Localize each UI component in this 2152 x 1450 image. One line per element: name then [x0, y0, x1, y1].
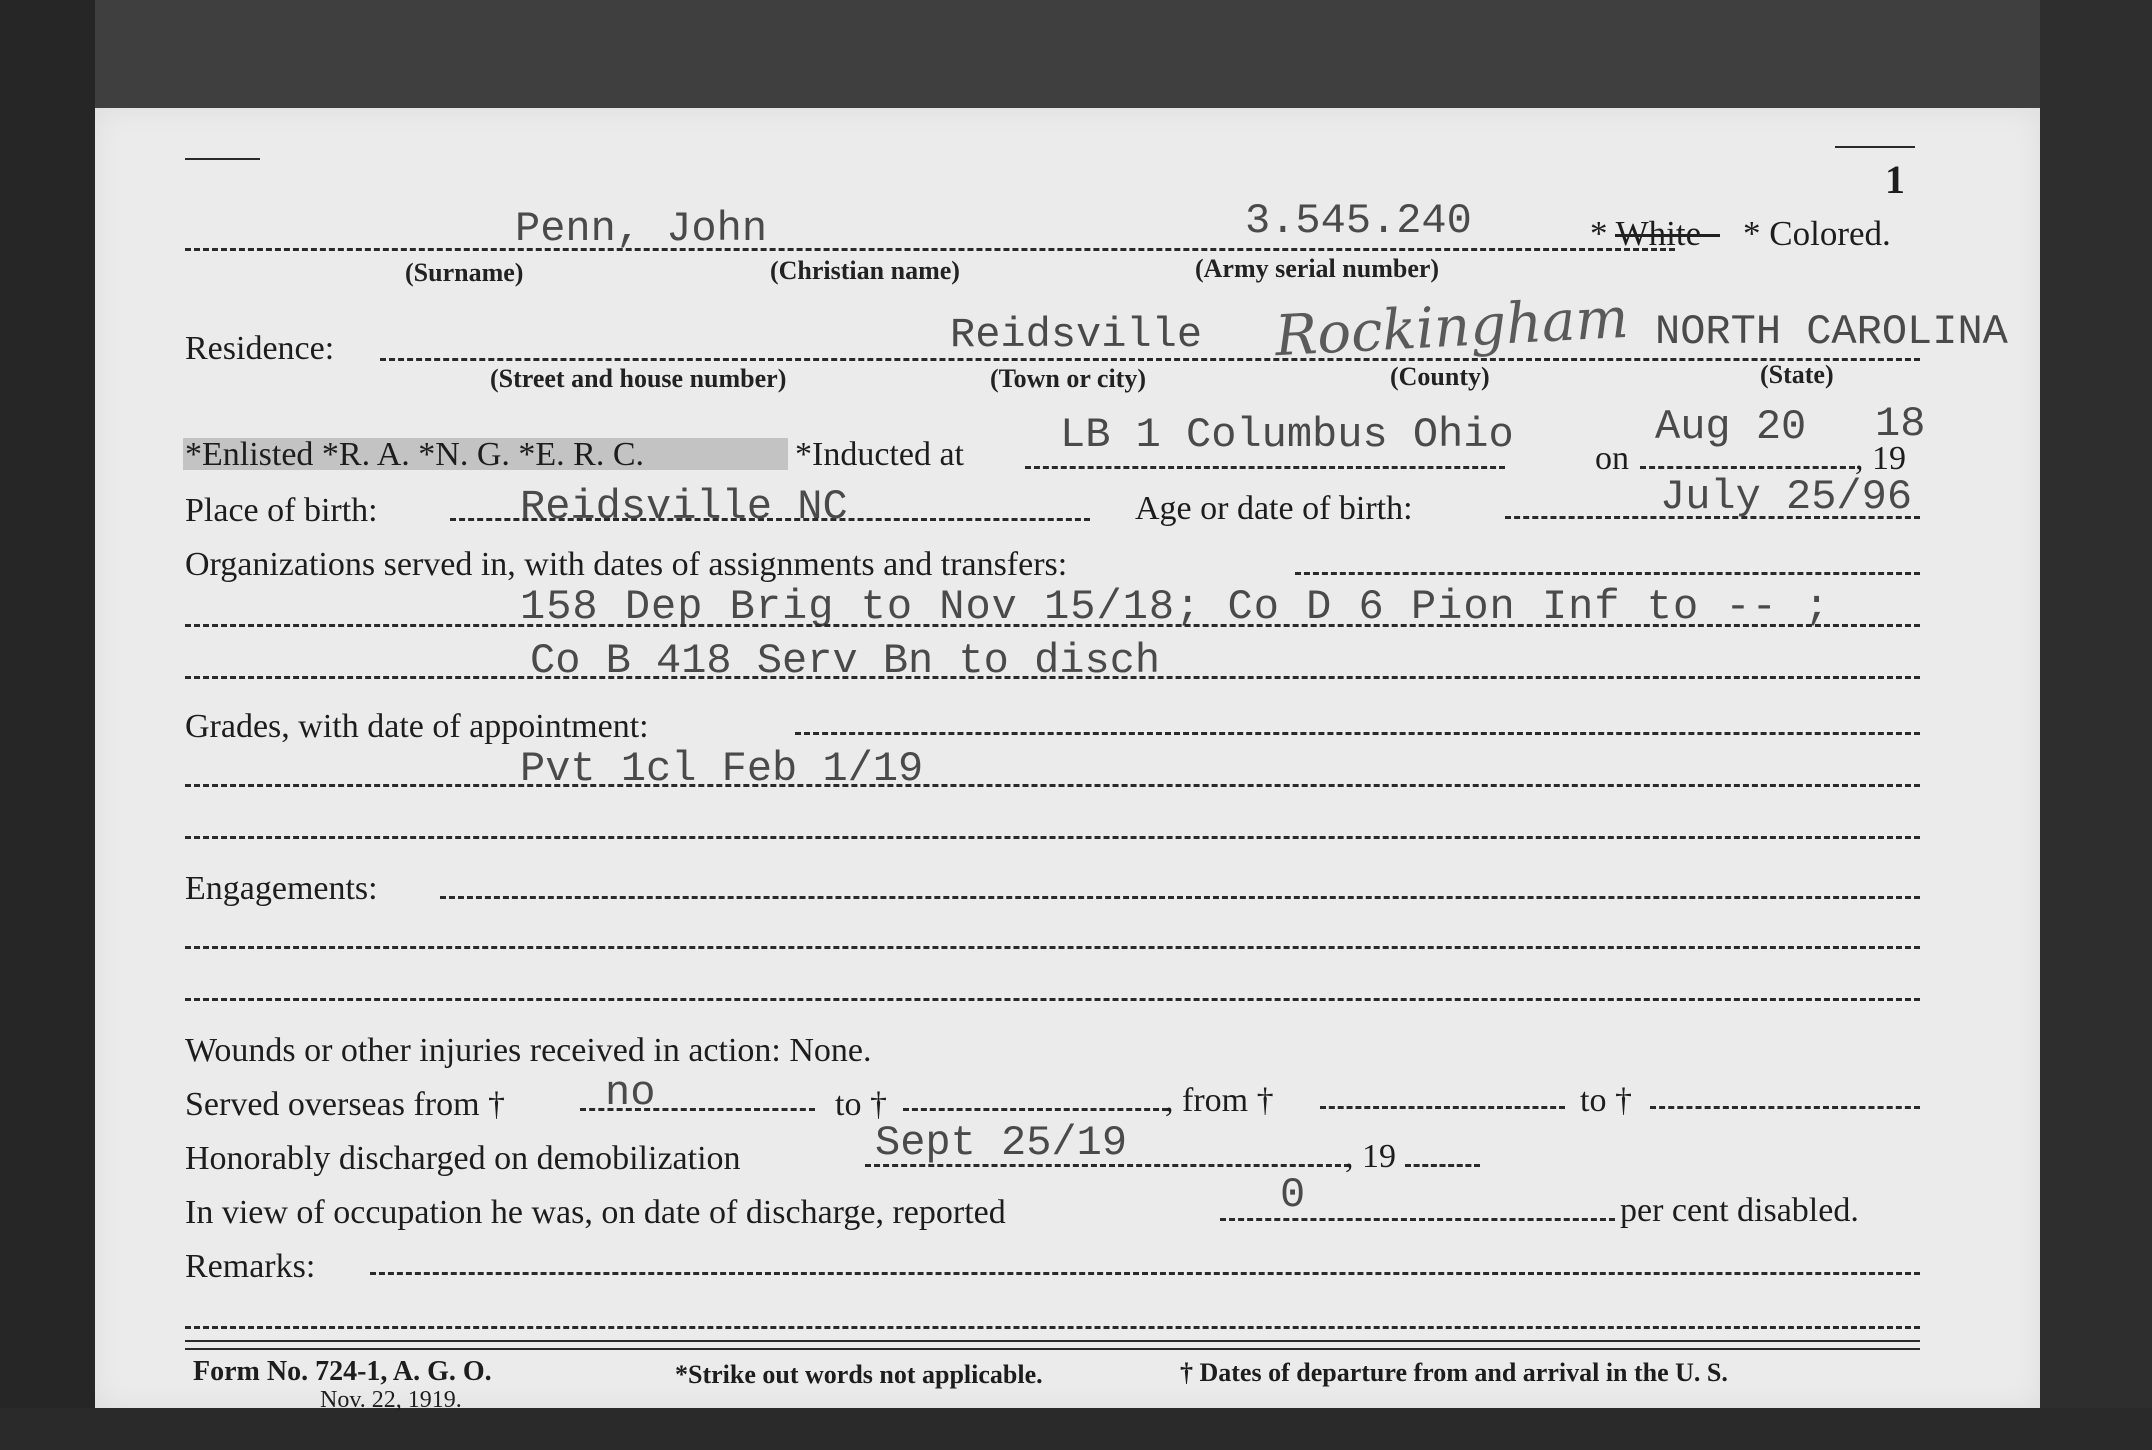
residence-state: NORTH CAROLINA [1655, 308, 2008, 356]
organizations-line-0 [1295, 572, 1920, 575]
organizations-line2: Co B 418 Serv Bn to disch [530, 637, 1161, 685]
residence-county: Rockingham [1273, 285, 1630, 370]
discharged-date: Sept 25/19 [875, 1119, 1128, 1167]
overseas-to-line-2 [1650, 1106, 1920, 1109]
birth-date-label: Age or date of birth: [1135, 490, 1413, 527]
year-prefix: , 19 [1855, 440, 1906, 477]
top-left-rule [185, 158, 260, 160]
race-option-colored: * Colored. [1743, 214, 1891, 253]
footnote-strike: *Strike out words not applicable. [675, 1360, 1043, 1389]
on-label: on [1595, 440, 1629, 477]
discharged-label: Honorably discharged on demobilization [185, 1140, 741, 1177]
engagements-line-0 [440, 896, 1920, 899]
overseas-to-line [903, 1108, 1168, 1111]
inducted-date-line [1640, 466, 1855, 469]
organizations-line1: 158 Dep Brig to Nov 15/18; Co D 6 Pion Inf to -- ; [520, 583, 1831, 631]
overseas-from-line-2 [1320, 1106, 1565, 1109]
serial-number: 3.545.240 [1245, 197, 1472, 245]
soldier-name: Penn, John [515, 205, 768, 253]
top-right-rule [1835, 146, 1915, 148]
service-record-card [95, 108, 2040, 1413]
organizations-line-2 [185, 676, 1920, 679]
bottom-rule-2 [185, 1348, 1920, 1350]
engagements-label: Engagements: [185, 870, 378, 907]
enlisted-options: *Enlisted *R. A. *N. G. *E. R. C. [185, 436, 645, 473]
overseas-from: no [605, 1069, 656, 1117]
residence-town: Reidsville [950, 311, 1203, 359]
background-right [2040, 0, 2152, 1450]
form-date: Nov. 22, 1919. [320, 1387, 462, 1413]
engagements-line-2 [185, 998, 1920, 1001]
white-strikeout [1615, 234, 1720, 237]
birth-date: July 25/96 [1660, 473, 1913, 521]
from-label: , from † [1165, 1082, 1274, 1119]
label-serial: (Army serial number) [1195, 254, 1440, 283]
label-christian-name: (Christian name) [770, 256, 960, 285]
disabled-suffix: per cent disabled. [1620, 1192, 1859, 1229]
to-label-2: to † [1580, 1082, 1632, 1119]
discharged-year-line [1405, 1164, 1480, 1167]
overseas-label: Served overseas from † [185, 1086, 506, 1123]
label-state: (State) [1760, 360, 1834, 389]
label-county: (County) [1390, 362, 1490, 391]
occupation-label: In view of occupation he was, on date of discharge, reported [185, 1194, 1006, 1231]
grades-line-2 [185, 836, 1920, 839]
grades-label: Grades, with date of appointment: [185, 708, 649, 745]
grades-line-0 [795, 732, 1920, 735]
background-left [0, 0, 95, 1450]
remarks-label: Remarks: [185, 1248, 316, 1285]
birth-place-label: Place of birth: [185, 492, 378, 529]
form-number: Form No. 724-1, A. G. O. [193, 1356, 492, 1387]
birth-place: Reidsville NC [520, 483, 848, 531]
to-label-1: to † [835, 1086, 887, 1123]
bottom-rule-1 [185, 1340, 1920, 1342]
inducted-date: Aug 20 [1655, 403, 1807, 451]
engagements-line-1 [185, 946, 1920, 949]
inducted-line [1025, 466, 1505, 469]
grades-value: Pvt 1cl Feb 1/19 [520, 745, 924, 793]
footnote-dates: † Dates of departure from and arrival in the U. S. [1180, 1358, 1728, 1387]
discharged-year-prefix: , 19 [1345, 1138, 1396, 1175]
remarks-line-0 [370, 1272, 1920, 1275]
remarks-line-1 [185, 1326, 1920, 1329]
organizations-line-1 [185, 624, 1920, 627]
inducted-year: 18 [1875, 400, 1926, 448]
residence-label: Residence: [185, 330, 335, 367]
race-option-white: * White [1590, 214, 1702, 253]
label-street: (Street and house number) [490, 364, 787, 393]
disabled-percent: 0 [1280, 1171, 1306, 1219]
card-number: 1 [1885, 157, 1905, 202]
wounds-text: Wounds or other injuries received in action: None. [185, 1032, 872, 1069]
label-surname: (Surname) [405, 258, 524, 287]
name-line [185, 248, 1675, 251]
residence-line [380, 358, 1920, 361]
inducted-label: *Inducted at [795, 436, 964, 473]
organizations-label: Organizations served in, with dates of assignments and transfers: [185, 546, 1068, 583]
background-bottom [0, 1408, 2152, 1450]
background-top [0, 0, 2152, 112]
inducted-at: LB 1 Columbus Ohio [1060, 411, 1514, 459]
grades-line-1 [185, 784, 1920, 787]
label-town: (Town or city) [990, 364, 1146, 393]
